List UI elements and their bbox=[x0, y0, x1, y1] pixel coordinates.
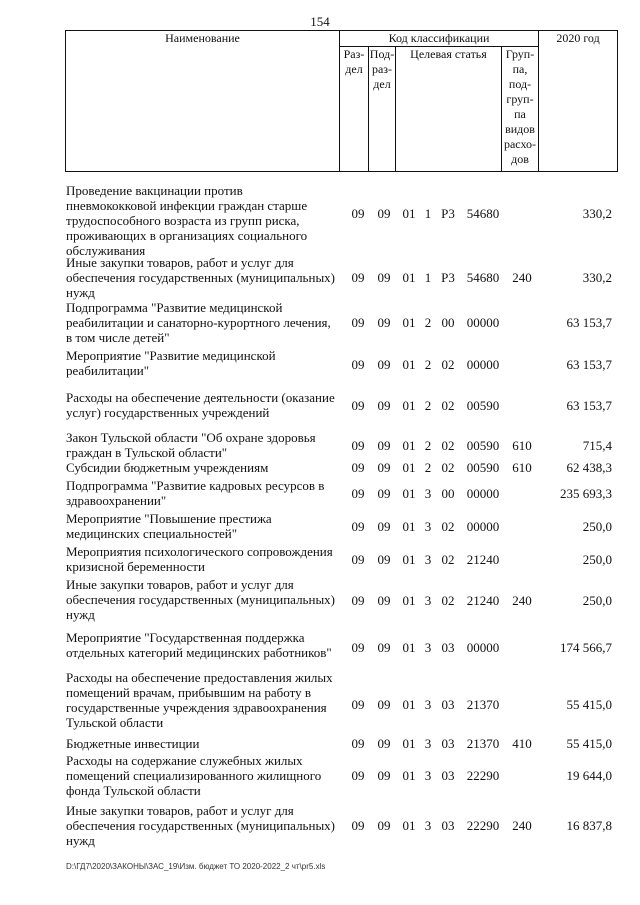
row-code-c1: 01 bbox=[402, 697, 416, 712]
row-code-c2: 3 bbox=[424, 736, 432, 751]
row-name: Мероприятие "Развитие медицинской реабилитации" bbox=[66, 348, 276, 378]
row-code-r: 09 bbox=[351, 768, 365, 783]
row-code-c1: 01 bbox=[402, 593, 416, 608]
row-code-r: 09 bbox=[351, 438, 365, 453]
row-code-c2: 1 bbox=[424, 270, 432, 285]
row-amount: 330,2 bbox=[582, 270, 612, 285]
row-code-pr: 09 bbox=[377, 640, 391, 655]
row-code-c3: P3 bbox=[441, 270, 455, 285]
row-code-vr: 610 bbox=[512, 438, 532, 453]
table-row bbox=[66, 478, 616, 510]
row-code-c4: 21240 bbox=[466, 593, 500, 608]
row-code-r: 09 bbox=[351, 460, 365, 475]
row-code-c2: 3 bbox=[424, 768, 432, 783]
row-code-r: 09 bbox=[351, 486, 365, 501]
row-name: Мероприятия психологического сопровождения кризисной беременности bbox=[66, 544, 333, 574]
row-code-c3: 03 bbox=[441, 640, 455, 655]
row-code-r: 09 bbox=[351, 640, 365, 655]
row-code-pr: 09 bbox=[377, 398, 391, 413]
row-code-c4: 21370 bbox=[466, 736, 500, 751]
row-code-c1: 01 bbox=[402, 206, 416, 221]
row-code-c3: P3 bbox=[441, 206, 455, 221]
row-code-c2: 3 bbox=[424, 697, 432, 712]
row-code-c3: 02 bbox=[441, 438, 455, 453]
row-code-r: 09 bbox=[351, 818, 365, 833]
header-expense-group: Груп- па, под- груп- па видов расхо- дов bbox=[503, 47, 537, 166]
table-row bbox=[66, 803, 616, 851]
row-amount: 174 566,7 bbox=[560, 640, 612, 655]
row-name: Подпрограмма "Развитие медицинской реабилитации и санаторно-курортного лечения, в том числе детей" bbox=[66, 300, 331, 345]
row-amount: 715,4 bbox=[582, 438, 612, 453]
table-row bbox=[66, 511, 616, 543]
table-row bbox=[66, 577, 616, 625]
header-name: Наименование bbox=[66, 31, 340, 172]
row-code-c3: 02 bbox=[441, 460, 455, 475]
row-name: Иные закупки товаров, работ и услуг для обеспечения государственных (муниципальных) нужд bbox=[66, 803, 336, 848]
row-code-c3: 02 bbox=[441, 519, 455, 534]
row-code-pr: 09 bbox=[377, 593, 391, 608]
table-row bbox=[66, 430, 616, 462]
row-code-r: 09 bbox=[351, 519, 365, 534]
row-code-c3: 02 bbox=[441, 593, 455, 608]
row-code-r: 09 bbox=[351, 697, 365, 712]
row-code-r: 09 bbox=[351, 736, 365, 751]
row-code-c1: 01 bbox=[402, 736, 416, 751]
row-code-c2: 3 bbox=[424, 818, 432, 833]
row-code-c2: 3 bbox=[424, 593, 432, 608]
row-name: Субсидии бюджетным учреждениям bbox=[66, 460, 269, 475]
row-code-c4: 00000 bbox=[466, 486, 500, 501]
row-code-c4: 00590 bbox=[466, 460, 500, 475]
row-code-c3: 00 bbox=[441, 486, 455, 501]
row-code-c2: 2 bbox=[424, 398, 432, 413]
table-row bbox=[66, 630, 616, 662]
row-code-pr: 09 bbox=[377, 486, 391, 501]
row-code-c4: 22290 bbox=[466, 818, 500, 833]
row-code-pr: 09 bbox=[377, 270, 391, 285]
row-code-c4: 00000 bbox=[466, 315, 500, 330]
row-code-c1: 01 bbox=[402, 315, 416, 330]
row-code-pr: 09 bbox=[377, 519, 391, 534]
row-code-vr: 240 bbox=[512, 593, 532, 608]
row-code-c2: 2 bbox=[424, 357, 432, 372]
row-code-r: 09 bbox=[351, 552, 365, 567]
row-code-c4: 21370 bbox=[466, 697, 500, 712]
row-amount: 62 438,3 bbox=[566, 460, 612, 475]
row-code-pr: 09 bbox=[377, 438, 391, 453]
row-code-c2: 3 bbox=[424, 640, 432, 655]
table-row bbox=[66, 390, 616, 422]
row-amount: 250,0 bbox=[582, 593, 612, 608]
row-code-c3: 02 bbox=[441, 398, 455, 413]
row-code-pr: 09 bbox=[377, 697, 391, 712]
table-header bbox=[65, 30, 618, 172]
row-name: Иные закупки товаров, работ и услуг для обеспечения государственных (муниципальных) нужд bbox=[66, 255, 336, 300]
row-code-pr: 09 bbox=[377, 768, 391, 783]
row-code-vr: 240 bbox=[512, 270, 532, 285]
row-code-r: 09 bbox=[351, 270, 365, 285]
row-name: Мероприятие "Повышение престижа медицинских специальностей" bbox=[66, 511, 272, 541]
row-code-c3: 02 bbox=[441, 357, 455, 372]
row-code-r: 09 bbox=[351, 315, 365, 330]
row-amount: 63 153,7 bbox=[566, 398, 612, 413]
row-code-c3: 03 bbox=[441, 697, 455, 712]
table-row bbox=[66, 348, 616, 380]
row-code-c1: 01 bbox=[402, 460, 416, 475]
row-code-r: 09 bbox=[351, 593, 365, 608]
row-code-r: 09 bbox=[351, 398, 365, 413]
row-code-vr: 240 bbox=[512, 818, 532, 833]
row-name: Проведение вакцинации против пневмококковой инфекции граждан старше трудоспособного возраста из групп риска, проживающих в организациях социального обслуживания bbox=[66, 183, 308, 258]
row-code-c1: 01 bbox=[402, 519, 416, 534]
row-code-c4: 00000 bbox=[466, 357, 500, 372]
row-code-c3: 02 bbox=[441, 552, 455, 567]
table-row bbox=[66, 670, 616, 732]
row-code-c3: 03 bbox=[441, 736, 455, 751]
row-name: Подпрограмма "Развитие кадровых ресурсов в здравоохранении" bbox=[66, 478, 325, 508]
row-code-pr: 09 bbox=[377, 460, 391, 475]
row-amount: 250,0 bbox=[582, 552, 612, 567]
row-code-c2: 2 bbox=[424, 438, 432, 453]
row-name: Иные закупки товаров, работ и услуг для обеспечения государственных (муниципальных) нужд bbox=[66, 577, 336, 622]
header-target-article: Целевая статья bbox=[396, 47, 502, 172]
row-amount: 19 644,0 bbox=[566, 768, 612, 783]
row-code-c3: 03 bbox=[441, 768, 455, 783]
file-path-footer: D:\ГД7\2020\ЗАКОНЫ\ЗАС_19\Изм. бюджет ТО 2020-2022_2 чт\pr5.xls bbox=[66, 862, 326, 871]
row-amount: 63 153,7 bbox=[566, 315, 612, 330]
row-code-c1: 01 bbox=[402, 270, 416, 285]
table-row bbox=[66, 460, 616, 478]
page-number: 154 bbox=[310, 14, 330, 29]
row-code-r: 09 bbox=[351, 357, 365, 372]
row-amount: 330,2 bbox=[582, 206, 612, 221]
row-code-c4: 54680 bbox=[466, 206, 500, 221]
table-row bbox=[66, 753, 616, 801]
row-code-c1: 01 bbox=[402, 438, 416, 453]
row-code-c2: 2 bbox=[424, 460, 432, 475]
row-name: Бюджетные инвестиции bbox=[66, 736, 200, 751]
row-code-vr: 610 bbox=[512, 460, 532, 475]
row-amount: 250,0 bbox=[582, 519, 612, 534]
header-code-group: Код классификации bbox=[340, 31, 539, 47]
row-code-c4: 00590 bbox=[466, 438, 500, 453]
header-subsection: Под- раз- дел bbox=[369, 47, 395, 91]
row-code-c1: 01 bbox=[402, 552, 416, 567]
row-code-vr: 410 bbox=[512, 736, 532, 751]
row-code-c1: 01 bbox=[402, 486, 416, 501]
row-code-pr: 09 bbox=[377, 818, 391, 833]
row-name: Расходы на обеспечение предоставления жилых помещений врачам, прибывшим на работу в государственные учреждения здравоохранения Тульской области bbox=[66, 670, 333, 730]
row-code-c4: 00000 bbox=[466, 640, 500, 655]
row-code-c1: 01 bbox=[402, 357, 416, 372]
row-code-c4: 00000 bbox=[466, 519, 500, 534]
table-row bbox=[66, 736, 616, 752]
row-name: Расходы на содержание служебных жилых помещений специализированного жилищного фонда Тульской области bbox=[66, 753, 322, 798]
row-code-c3: 00 bbox=[441, 315, 455, 330]
row-amount: 235 693,3 bbox=[560, 486, 612, 501]
row-code-c4: 21240 bbox=[466, 552, 500, 567]
row-code-c4: 22290 bbox=[466, 768, 500, 783]
row-code-pr: 09 bbox=[377, 315, 391, 330]
row-name: Расходы на обеспечение деятельности (оказание услуг) государственных учреждений bbox=[66, 390, 335, 420]
row-code-c2: 2 bbox=[424, 315, 432, 330]
row-code-c4: 54680 bbox=[466, 270, 500, 285]
row-code-c2: 3 bbox=[424, 519, 432, 534]
row-code-c1: 01 bbox=[402, 398, 416, 413]
row-code-r: 09 bbox=[351, 206, 365, 221]
table-row bbox=[66, 300, 616, 345]
row-code-c3: 03 bbox=[441, 818, 455, 833]
row-code-c1: 01 bbox=[402, 768, 416, 783]
row-code-pr: 09 bbox=[377, 552, 391, 567]
row-name: Закон Тульской области "Об охране здоровья граждан в Тульской области" bbox=[66, 430, 316, 460]
row-name: Мероприятие "Государственная поддержка отдельных категорий медицинских работников" bbox=[66, 630, 332, 660]
row-code-pr: 09 bbox=[377, 357, 391, 372]
row-code-c1: 01 bbox=[402, 818, 416, 833]
row-code-pr: 09 bbox=[377, 736, 391, 751]
table-row bbox=[66, 544, 616, 576]
header-section: Раз- дел bbox=[343, 47, 365, 76]
row-code-c4: 00590 bbox=[466, 398, 500, 413]
row-code-c2: 1 bbox=[424, 206, 432, 221]
header-year: 2020 год bbox=[539, 31, 618, 172]
table-row bbox=[66, 255, 616, 300]
row-code-c1: 01 bbox=[402, 640, 416, 655]
row-code-pr: 09 bbox=[377, 206, 391, 221]
row-amount: 63 153,7 bbox=[566, 357, 612, 372]
row-code-c2: 3 bbox=[424, 486, 432, 501]
row-amount: 55 415,0 bbox=[566, 736, 612, 751]
row-code-c2: 3 bbox=[424, 552, 432, 567]
row-amount: 55 415,0 bbox=[566, 697, 612, 712]
table-row bbox=[66, 183, 616, 258]
row-amount: 16 837,8 bbox=[566, 818, 612, 833]
